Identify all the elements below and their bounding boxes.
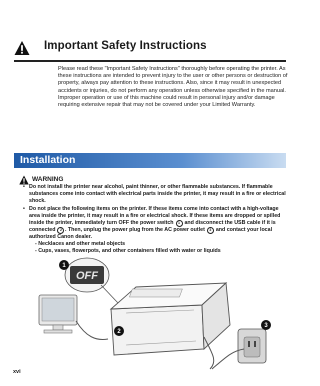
bullet-text: and contact your local authorized Canon dealer. <box>29 227 273 240</box>
title-divider <box>14 60 286 62</box>
monitor-illustration <box>39 295 77 333</box>
off-label: OFF <box>76 270 98 282</box>
warning-list <box>23 184 287 256</box>
callout-number: 3 <box>207 227 214 234</box>
sub-list <box>29 241 287 255</box>
section-title: Installation <box>20 154 76 166</box>
warning-label: WARNING <box>32 176 64 183</box>
page-title: Important Safety Instructions <box>44 40 207 52</box>
page-header <box>14 40 286 56</box>
bullet-text: and disconnect the USB cable if it is connected <box>29 220 276 233</box>
bullet-text: Do not install the printer near alcohol, paint thinner, or other flammable substances. If flammable substances come into contact with electrical parts inside the printer, it may result in a fire or electrical shock. <box>29 184 286 204</box>
intro-paragraph: Please read these "Important Safety Instructions" thoroughly before operating the printer. As these instructions are intended to prevent injury to the user or other persons or destruction of property, always pay attention to these instructions. Also, since it may result in unexpected accidents or injuries, do not perform any operation unless otherwise specified in the manual. Improper operation or use of this machine could result in personal injury and/or damage requiring extensive repair that may not be covered under your Limited Warranty. <box>58 66 288 109</box>
callout-number: 1 <box>176 220 183 227</box>
printer-body <box>111 283 230 355</box>
callout-label: 1 <box>62 263 66 269</box>
warning-triangle-icon <box>14 40 30 56</box>
callout-label: 3 <box>264 323 268 329</box>
callout-number: 2 <box>57 227 64 234</box>
list-item <box>23 184 287 205</box>
bullet-text: Do not place the following items on the printer. If these items come into contact with a high-voltage area inside the printer, it may result in a fire or electrical shock. If these items are dropped or spilled inside the printer, immediately turn OFF the power switch <box>29 206 281 226</box>
list-item <box>23 206 287 255</box>
power-outlet-detail <box>212 329 266 369</box>
callout-label: 2 <box>117 329 121 335</box>
bullet-text: . Then, unplug the power plug from the AC power outlet <box>64 227 205 233</box>
section-header-bar <box>14 153 286 168</box>
page-number: xvi <box>13 369 21 375</box>
sub-list-item: - Cups, vases, flowerpots, and other containers filled with water or liquids <box>35 248 221 255</box>
printer-illustration <box>26 257 286 372</box>
sub-list-item: - Necklaces and other metal objects <box>35 241 126 247</box>
